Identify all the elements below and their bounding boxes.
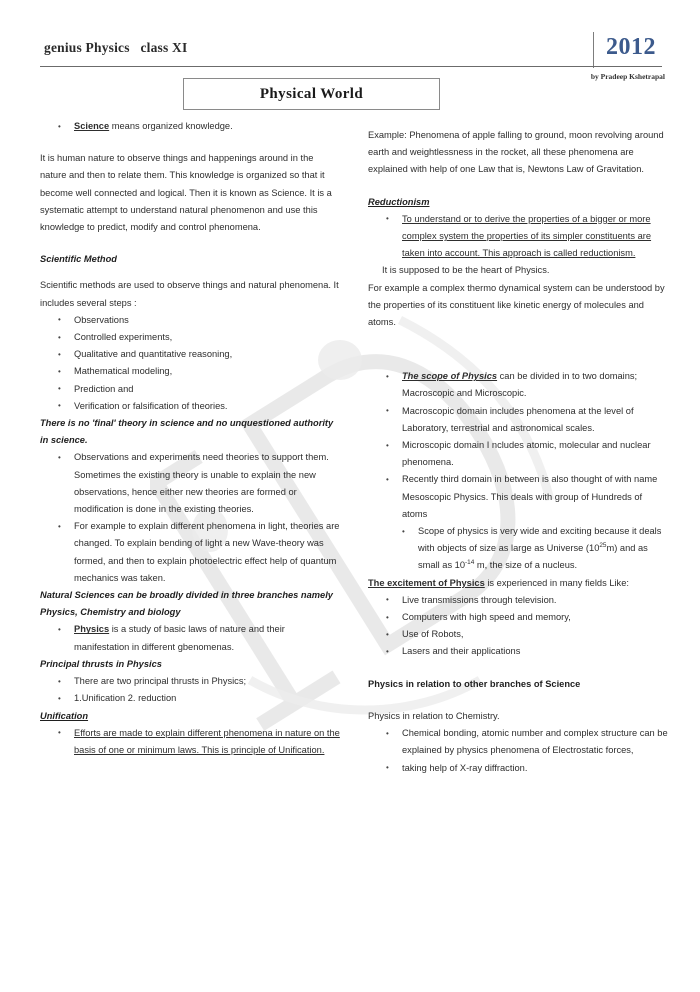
excitement-fields-list: [368, 592, 668, 661]
spacer: [368, 179, 668, 194]
excitement-paragraph: [368, 575, 668, 592]
physics-definition-list: [40, 621, 340, 655]
spacer: [40, 268, 340, 277]
list-item: • Computers with high speed and memory,: [368, 609, 668, 626]
intro-paragraph: It is human nature to observe things and happenings around in the nature and then to relate them. This knowledge is organized so that it become well connected and logical. Then it is known as Science. It is a systematic attempt to understand natural phenomenon and use this knowledge to predict, modify and control phenomena.: [40, 153, 332, 233]
list-item: • Microscopic domain I ncludes atomic, molecular and nuclear phenomena.: [368, 437, 668, 471]
header-left-title: [44, 40, 187, 56]
list-item: • Macroscopic domain includes phenomena at the level of Laboratory, terrestrial and astronomical scales.: [368, 403, 668, 437]
relation-chemistry-list: [368, 725, 668, 777]
principal-thrusts-list: [40, 673, 340, 707]
header-vertical-divider: [593, 32, 594, 68]
relation-chemistry-paragraph: Physics in relation to Chemistry.: [368, 710, 500, 721]
title-box: [183, 78, 440, 110]
spacer: [40, 236, 340, 251]
spacer: [368, 331, 668, 353]
list-item: • Controlled experiments,: [40, 329, 340, 346]
science-term: Science: [74, 121, 110, 131]
spacer: [368, 693, 668, 708]
list-item: • Mathematical modeling,: [40, 363, 340, 380]
scientific-method-paragraph: Scientific methods are used to observe things and natural phenomena. It includes several steps :: [40, 280, 339, 308]
example-paragraph: Example: Phenomena of apple falling to ground, moon revolving around earth and weightlessness in the rocket, all these phenomena are explained with help of one Law that is, Newtons Law of Gravitation.: [368, 130, 664, 175]
list-item: • Chemical bonding, atomic number and complex structure can be explained by physics phenomena of Electrostatic forces,: [368, 725, 668, 759]
spacer: [368, 661, 668, 676]
list-item: • Use of Robots,: [368, 626, 668, 643]
list-item: [368, 368, 668, 402]
physics-definition: is a study of basic laws of nature and their manifestation in different gbenomenas.: [74, 624, 285, 652]
reductionism-note: It is supposed to be the heart of Physics.: [382, 265, 550, 276]
principal-thrusts-heading: Principal thrusts in Physics: [40, 658, 162, 669]
list-item: • Observations and experiments need theories to support them. Sometimes the existing theory is unable to explain the new observations, hence either new theories are formed or modification is done in the existing theories.: [40, 449, 340, 518]
list-item: • taking help of X-ray diffraction.: [368, 760, 668, 777]
scope-definition: can be divided in to two domains; Macroscopic and Microscopic.: [402, 371, 638, 399]
no-final-theory-heading: There is no 'final' theory in science and no unquestioned authority in science.: [40, 418, 334, 446]
list-item: • Live transmissions through television.: [368, 592, 668, 609]
unification-heading: Unification: [40, 710, 89, 721]
scope-sub-text-mid: m) and as small as 10: [418, 543, 648, 571]
list-item: • Qualitative and quantitative reasoning,: [40, 346, 340, 363]
natural-sciences-heading: Natural Sciences can be broadly divided in three branches namely Physics, Chemistry and biology: [40, 590, 333, 618]
list-item: [368, 523, 668, 575]
scope-of-physics-list: [368, 368, 668, 523]
page-header: [40, 30, 662, 72]
list-item: • Lasers and their applications: [368, 643, 668, 660]
right-column: [368, 118, 668, 777]
spacer: [368, 353, 668, 368]
reductionism-heading: Reductionism: [368, 196, 430, 207]
list-item: [40, 118, 340, 135]
unification-list: [40, 725, 340, 759]
science-definition-list: [40, 118, 340, 135]
excitement-term: The excitement of Physics: [368, 577, 485, 588]
list-item: • To understand or to derive the properties of a bigger or more complex system the properties of its simpler constituents are taken into account. This approach is called reductionism.: [368, 211, 668, 263]
list-item: • Prediction and: [40, 381, 340, 398]
physics-term: Physics: [74, 624, 110, 635]
exponent-universe: 25: [599, 542, 607, 550]
reductionism-list: [368, 211, 668, 263]
reductionism-paragraph: For example a complex thermo dynamical system can be understood by the properties of its constituent like kinetic energy of molecules and atoms.: [368, 282, 665, 328]
list-item: • Verification or falsification of theories.: [40, 398, 340, 415]
list-item: • Observations: [40, 312, 340, 329]
list-item: • Efforts are made to explain different phenomena in nature on the basis of one or minimum laws. This is principle of Unification.: [40, 725, 340, 759]
spacer: [368, 118, 668, 127]
exponent-nucleus: -14: [465, 559, 475, 567]
list-item: • There are two principal thrusts in Physics;: [40, 673, 340, 690]
scope-term: The scope of Physics: [402, 371, 498, 382]
scope-sub-list: [368, 523, 668, 575]
header-horizontal-rule: [40, 66, 662, 67]
relation-heading: Physics in relation to other branches of Science: [368, 678, 581, 689]
header-year: 2012: [606, 34, 656, 60]
science-definition: means organized knowledge.: [109, 121, 233, 131]
no-final-theory-list: [40, 449, 340, 587]
spacer: [40, 135, 340, 150]
left-column: [40, 118, 340, 759]
list-item: • For example to explain different phenomena in light, theories are changed. To explain bending of light a new Wave-theory was formed, and then to explain photoelectric effect help of quantum mechanics was taken.: [40, 518, 340, 587]
excitement-rest: is experienced in many fields Like:: [484, 577, 629, 588]
header-class: class XI: [140, 40, 188, 55]
scientific-method-heading: Scientific Method: [40, 254, 117, 265]
list-item: [40, 621, 340, 655]
scope-sub-text-pre: Scope of physics is very wide and exciting because it deals with objects of size as large as Universe (10: [418, 526, 662, 554]
header-genius-physics: genius Physics: [44, 40, 130, 55]
list-item: • Recently third domain in between is also thought of with name Mesoscopic Physics. This deals with group of Hundreds of atoms: [368, 471, 668, 523]
page-title: Physical World: [259, 86, 364, 102]
list-item: • 1.Unification 2. reduction: [40, 690, 340, 707]
scientific-method-steps-list: [40, 312, 340, 415]
author-byline: by Pradeep Kshetrapal: [590, 72, 665, 81]
scope-sub-text-post: m, the size of a nucleus.: [474, 560, 578, 571]
